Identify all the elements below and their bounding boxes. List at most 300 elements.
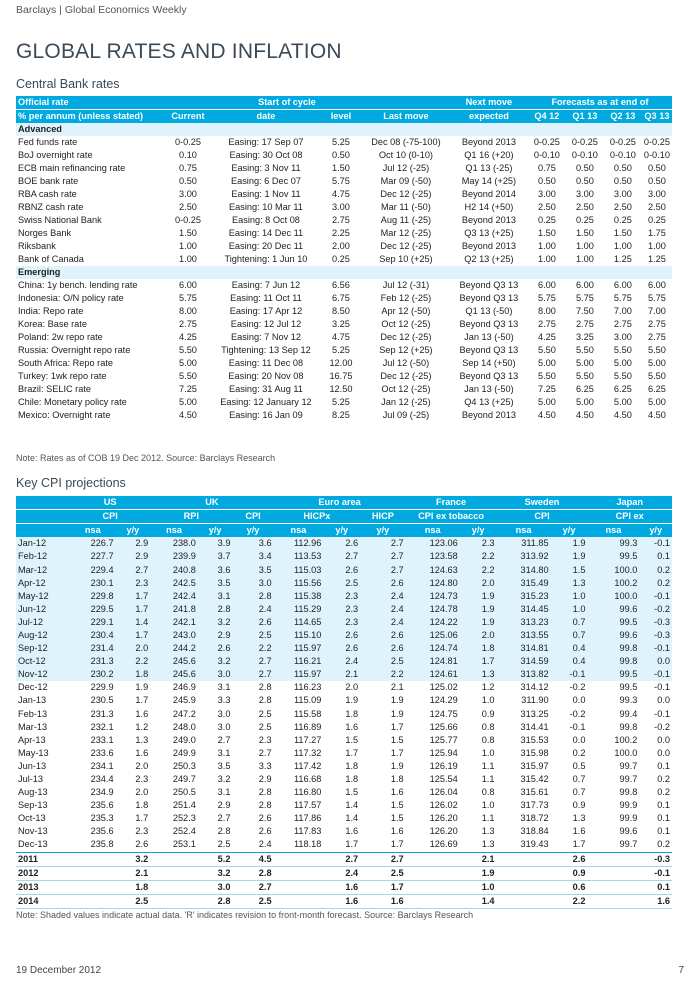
cell: 314.81 [520,643,549,654]
cell: 249.0 [172,734,196,745]
cell: 1.2 [481,682,495,693]
cell: 2.7 [258,669,272,680]
cell: 124.73 [429,590,458,601]
cell: 117.32 [293,747,322,758]
row-label: Sep-12 [18,643,48,654]
cell: 2.0 [135,787,149,798]
row-label: RBA cash rate [18,189,77,199]
cell: 2.1 [345,669,359,680]
row-label: RBNZ cash rate [18,202,84,212]
cell: 0.25 [537,215,556,225]
cell: Easing: 20 Nov 08 [228,371,304,381]
cell: 2.50 [575,202,594,212]
cell: 0-0.25 [174,215,201,225]
page-title: GLOBAL RATES AND INFLATION [16,40,342,63]
cell: 4.5 [232,852,273,866]
cell: 0.25 [332,254,350,264]
cell: Jan 12 (-25) [381,397,431,407]
cell: 2.8 [198,894,233,908]
cell: 231.3 [90,708,114,719]
cell: 1.1 [481,774,495,785]
hdr-next-move: Next move [450,96,528,110]
cell: 99.5 [619,551,638,562]
cell: 0.9 [551,866,588,880]
cell: 99.8 [619,721,638,732]
cell: 0.50 [179,176,197,186]
cell: Easing: 14 Dec 11 [228,228,304,238]
cell: 1.6 [639,894,672,908]
row-label: Jun-12 [18,603,47,614]
cell: 4.75 [332,332,350,342]
cell: 124.61 [429,669,458,680]
cell: 6.56 [332,280,350,290]
cell: 124.75 [429,708,458,719]
cell: Q3 13 (+25) [464,228,514,238]
cell: -0.1 [654,538,670,549]
cell: 235.3 [90,813,114,824]
cell: 126.20 [429,826,458,837]
table-row [16,721,672,734]
cell: 0-0.10 [643,150,670,160]
cell: 231.3 [90,656,114,667]
cell: 0.10 [179,150,197,160]
table-row [16,681,672,694]
cell: -0.3 [654,616,670,627]
cell: Easing: 30 Oct 08 [229,150,303,160]
cell: 1.50 [613,228,632,238]
cell: 7.25 [179,384,197,394]
cell: 1.9 [460,866,497,880]
cell: 2.7 [390,538,404,549]
cell: 117.42 [293,760,322,771]
cell: 5.00 [575,397,594,407]
cell: 5.25 [332,397,350,407]
cell: 2.7 [390,564,404,575]
cell: 2.4 [345,656,359,667]
cell: 2.1 [390,682,404,693]
cell: Oct 12 (-25) [381,319,431,329]
cb-note: Note: Rates as of COB 19 Dec 2012. Source: Barclays Research [16,453,276,463]
cell: Sep 14 (+50) [462,358,516,368]
row-label: Indonesia: O/N policy rate [18,293,124,303]
cell: 3.4 [258,551,272,562]
table-row [16,563,672,576]
cell: 2.5 [258,721,272,732]
cell: 1.7 [390,747,404,758]
cell: 2.3 [345,616,359,627]
cell: 0.75 [179,163,197,173]
cell: 0.25 [613,215,632,225]
cell: 0.0 [657,695,670,706]
cell: 229.9 [90,682,114,693]
cell: 1.9 [481,616,495,627]
cell: 124.63 [429,564,458,575]
table-row [16,305,672,318]
cell: 5.00 [647,397,666,407]
table-row [16,838,672,852]
cell: 233.1 [90,734,114,745]
cell: 311.90 [521,695,549,706]
cell: 233.6 [90,747,114,758]
cell: 8.00 [179,306,197,316]
cell: 1.6 [135,708,149,719]
unit-header: y/y [335,525,349,536]
cell: 1.25 [647,254,666,264]
cell: 2.6 [390,629,404,640]
cell: 2.5 [390,656,404,667]
table-row [16,537,672,550]
cell: 313.55 [520,629,549,640]
cell: 0-0.10 [533,150,560,160]
cell: 1.9 [390,695,404,706]
cell: 2.9 [135,551,149,562]
section-label: Emerging [18,267,61,277]
cell: 2.00 [332,241,350,251]
cell: H2 14 (+50) [464,202,514,212]
cell: 315.61 [520,787,549,798]
empty-cell [497,894,551,908]
cell: 2.7 [360,852,405,866]
cell: 2.7 [135,564,149,575]
page-number: 7 [678,965,684,976]
cell: 2.9 [217,629,231,640]
cell: 247.2 [172,708,196,719]
cell: 4.25 [537,332,556,342]
cell: 6.00 [613,280,632,290]
cell: 231.4 [90,643,114,654]
cell: 117.27 [293,734,322,745]
cell: 1.75 [647,228,666,238]
cb-section-header [16,266,672,279]
table-row [16,577,672,590]
cell: 5.00 [179,397,197,407]
cell: 2.3 [258,734,272,745]
cell: 234.4 [90,774,114,785]
cell: 2.8 [258,682,272,693]
table-row [16,773,672,786]
cell: 0.25 [647,215,666,225]
cpi-header-measures [16,510,672,524]
cell: 1.00 [537,241,556,251]
table-row [16,227,672,240]
cell: 4.50 [647,410,666,420]
cell: 2.75 [647,332,666,342]
cb-subtitle: Central Bank rates [16,77,120,91]
cell: 115.09 [293,695,322,706]
cell: Beyond Q3 13 [459,319,519,329]
cell: Beyond Q3 13 [459,345,519,355]
hdr-last-move: Last move [383,111,429,121]
cell: 232.1 [90,721,114,732]
cell: 2.50 [537,202,556,212]
cell: 3.1 [217,590,231,601]
cell: 2.5 [345,577,359,588]
cell: 242.1 [172,616,196,627]
cpi-header-units [16,524,672,538]
empty-cell [70,894,115,908]
annual-total-row [16,880,672,894]
cell: 315.23 [520,590,549,601]
row-label: Dec-13 [18,839,48,850]
cell: 126.04 [429,787,458,798]
cell: 251.4 [172,800,196,811]
row-label: 2014 [16,894,70,908]
hdr-per-annum: % per annum (unless stated) [18,111,144,121]
cell: 3.2 [116,852,151,866]
table-row [16,734,672,747]
cell: 3.00 [613,189,632,199]
cell: 2.75 [332,215,350,225]
cell: 6.25 [575,384,594,394]
cell: 100.2 [614,734,638,745]
cell: 3.5 [217,760,231,771]
cell: 2.8 [232,866,273,880]
cell: 4.50 [179,410,197,420]
cell: 125.54 [429,774,458,785]
cell: 245.6 [172,669,196,680]
cell: 124.29 [429,695,458,706]
cell: 3.00 [575,189,594,199]
cell: 1.00 [613,241,632,251]
cell: 2.6 [258,813,272,824]
cell: 3.00 [613,332,632,342]
cell: 8.00 [537,306,556,316]
row-label: India: Repo rate [18,306,84,316]
cell: 5.50 [537,345,556,355]
cell: 99.3 [619,538,638,549]
cell: 1.5 [390,800,404,811]
cell: 99.4 [619,708,638,719]
row-label: China: 1y bench. lending rate [18,280,138,290]
hdr-q4: Q3 13 [644,111,670,121]
cell: Easing: 11 Oct 11 [230,293,302,303]
cell: 5.00 [537,358,556,368]
cell: 0.50 [332,150,350,160]
cell: 2.6 [217,643,231,654]
cell: 6.00 [575,280,594,290]
cell: 235.8 [90,839,114,850]
cell: 1.9 [572,551,586,562]
cell: 5.50 [647,371,666,381]
table-row [16,799,672,812]
cell: 245.6 [172,656,196,667]
cell: 1.7 [345,747,359,758]
unit-header: nsa [84,525,101,536]
cell: 0.50 [647,163,666,173]
cell: 1.8 [135,669,149,680]
cell: 244.2 [172,643,196,654]
cell: 2.7 [345,551,359,562]
cell: 1.9 [345,695,359,706]
hdr-se-cpi: CPI [497,510,588,524]
cell: 5.75 [647,293,666,303]
cell: 239.9 [172,551,196,562]
row-label: Swiss National Bank [18,215,102,225]
cell: 2.7 [217,813,231,824]
cell: 1.00 [575,241,594,251]
empty-cell [150,866,198,880]
cell: 1.9 [390,760,404,771]
row-label: Oct-12 [18,656,46,667]
row-label: BOE bank rate [18,176,79,186]
cb-header-row-1 [16,96,672,110]
cell: 5.50 [613,371,632,381]
cell: 314.41 [520,721,549,732]
cell: 0.1 [639,880,672,894]
row-label: Nov-13 [18,826,48,837]
cell: -0.1 [654,669,670,680]
row-label: Fed funds rate [18,137,78,147]
cell: Q2 13 (+25) [464,254,514,264]
cell: 229.8 [90,590,114,601]
row-label: Apr-12 [18,577,46,588]
unit-header: y/y [376,525,390,536]
table-row [16,253,672,266]
table-row [16,162,672,175]
cell: Sep 12 (+25) [379,345,433,355]
table-row [16,603,672,616]
cell: 1.0 [481,695,495,706]
cell: 2.4 [258,603,272,614]
cell: 1.2 [135,721,149,732]
row-label: Dec-12 [18,682,48,693]
cell: 1.5 [390,813,404,824]
cell: 5.25 [332,137,350,147]
cell: 250.5 [172,787,196,798]
cell: 252.4 [172,826,196,837]
cell: 3.00 [537,189,556,199]
cell: 0.8 [481,734,495,745]
cell: 1.5 [390,734,404,745]
cell: 5.00 [575,358,594,368]
cell: 115.58 [293,708,322,719]
cell: 2.3 [135,577,149,588]
cell: 0.4 [572,656,586,667]
empty-cell [406,866,460,880]
cell: 0.0 [657,656,670,667]
hdr-uk: UK [150,496,273,510]
cell: 319.43 [520,839,549,850]
cpi-subtitle: Key CPI projections [16,476,126,490]
cell: 0.1 [657,800,670,811]
cell: 314.12 [520,682,549,693]
cell: 0-0.25 [571,137,598,147]
cell: 117.86 [293,813,322,824]
cell: 0.0 [657,747,670,758]
cell: 100.0 [614,564,638,575]
table-row [16,188,672,201]
row-label: Russia: Overnight repo rate [18,345,131,355]
cell: 123.06 [429,538,458,549]
cell: 7.00 [647,306,666,316]
cell: 124.80 [429,577,458,588]
table-row [16,201,672,214]
cell: 117.83 [293,826,322,837]
cell: 126.69 [429,839,458,850]
cell: 3.2 [217,616,231,627]
cell: 2.75 [647,319,666,329]
row-label: Feb-13 [18,708,48,719]
cell: 0-0.25 [533,137,560,147]
cell: 2.6 [135,839,149,850]
running-header: Barclays | Global Economics Weekly [16,4,187,16]
empty-cell [587,866,639,880]
table-row [16,344,672,357]
table-row [16,370,672,383]
empty-cell [497,852,551,866]
empty-cell [274,894,324,908]
row-label: Norges Bank [18,228,72,238]
cell: 0.2 [657,564,670,575]
cell: 7.25 [537,384,556,394]
cell: 2.75 [179,319,197,329]
cell: Oct 12 (-25) [381,384,431,394]
cell: 0.7 [572,629,586,640]
cell: 2.9 [217,800,231,811]
cell: 2.1 [116,866,151,880]
cell: 112.96 [293,538,322,549]
cell: 5.75 [613,293,632,303]
annual-total-row [16,852,672,866]
cell: Easing: 17 Sep 07 [228,137,304,147]
cell: 1.8 [345,708,359,719]
empty-cell [70,880,115,894]
row-label: Mar-12 [18,564,48,575]
hdr-current: Current [171,111,205,121]
row-label: Turkey: 1wk repo rate [18,371,107,381]
cell: 1.3 [481,669,495,680]
cell: 2.50 [647,202,666,212]
cell: 2.7 [217,734,231,745]
cell: -0.2 [569,708,586,719]
cell: 0.4 [572,643,586,654]
cell: 1.7 [345,839,359,850]
cell: -0.2 [654,603,670,614]
cell: 1.7 [481,656,495,667]
cell: Q1 16 (+20) [464,150,514,160]
unit-header: nsa [515,525,532,536]
row-label: May-12 [18,590,49,601]
cell: Mar 12 (-25) [380,228,432,238]
row-label: Brazil: SELIC rate [18,384,92,394]
cell: 242.4 [172,590,196,601]
cell: 0.1 [657,551,670,562]
cell: 1.7 [135,603,149,614]
cell: 1.00 [179,254,197,264]
cell: 99.5 [619,616,638,627]
cell: Easing: 1 Nov 11 [231,189,301,199]
cell: 99.5 [619,669,638,680]
empty-cell [274,866,324,880]
cell: 5.50 [575,371,594,381]
cell: 1.7 [390,839,404,850]
cell: -0.1 [569,669,586,680]
table-row [16,825,672,838]
cell: 2.25 [332,228,350,238]
hdr-sweden: Sweden [497,496,588,510]
cell: 100.0 [614,590,638,601]
cell: 116.80 [293,787,322,798]
table-row [16,812,672,825]
cell: 1.50 [179,228,197,238]
cell: 1.5 [345,734,359,745]
cell: 229.1 [90,616,114,627]
cell: 12.00 [329,358,353,368]
cell: Beyond Q3 13 [459,293,519,303]
cell: 318.72 [520,813,549,824]
cell: 1.6 [345,721,359,732]
cell: 1.6 [572,826,586,837]
